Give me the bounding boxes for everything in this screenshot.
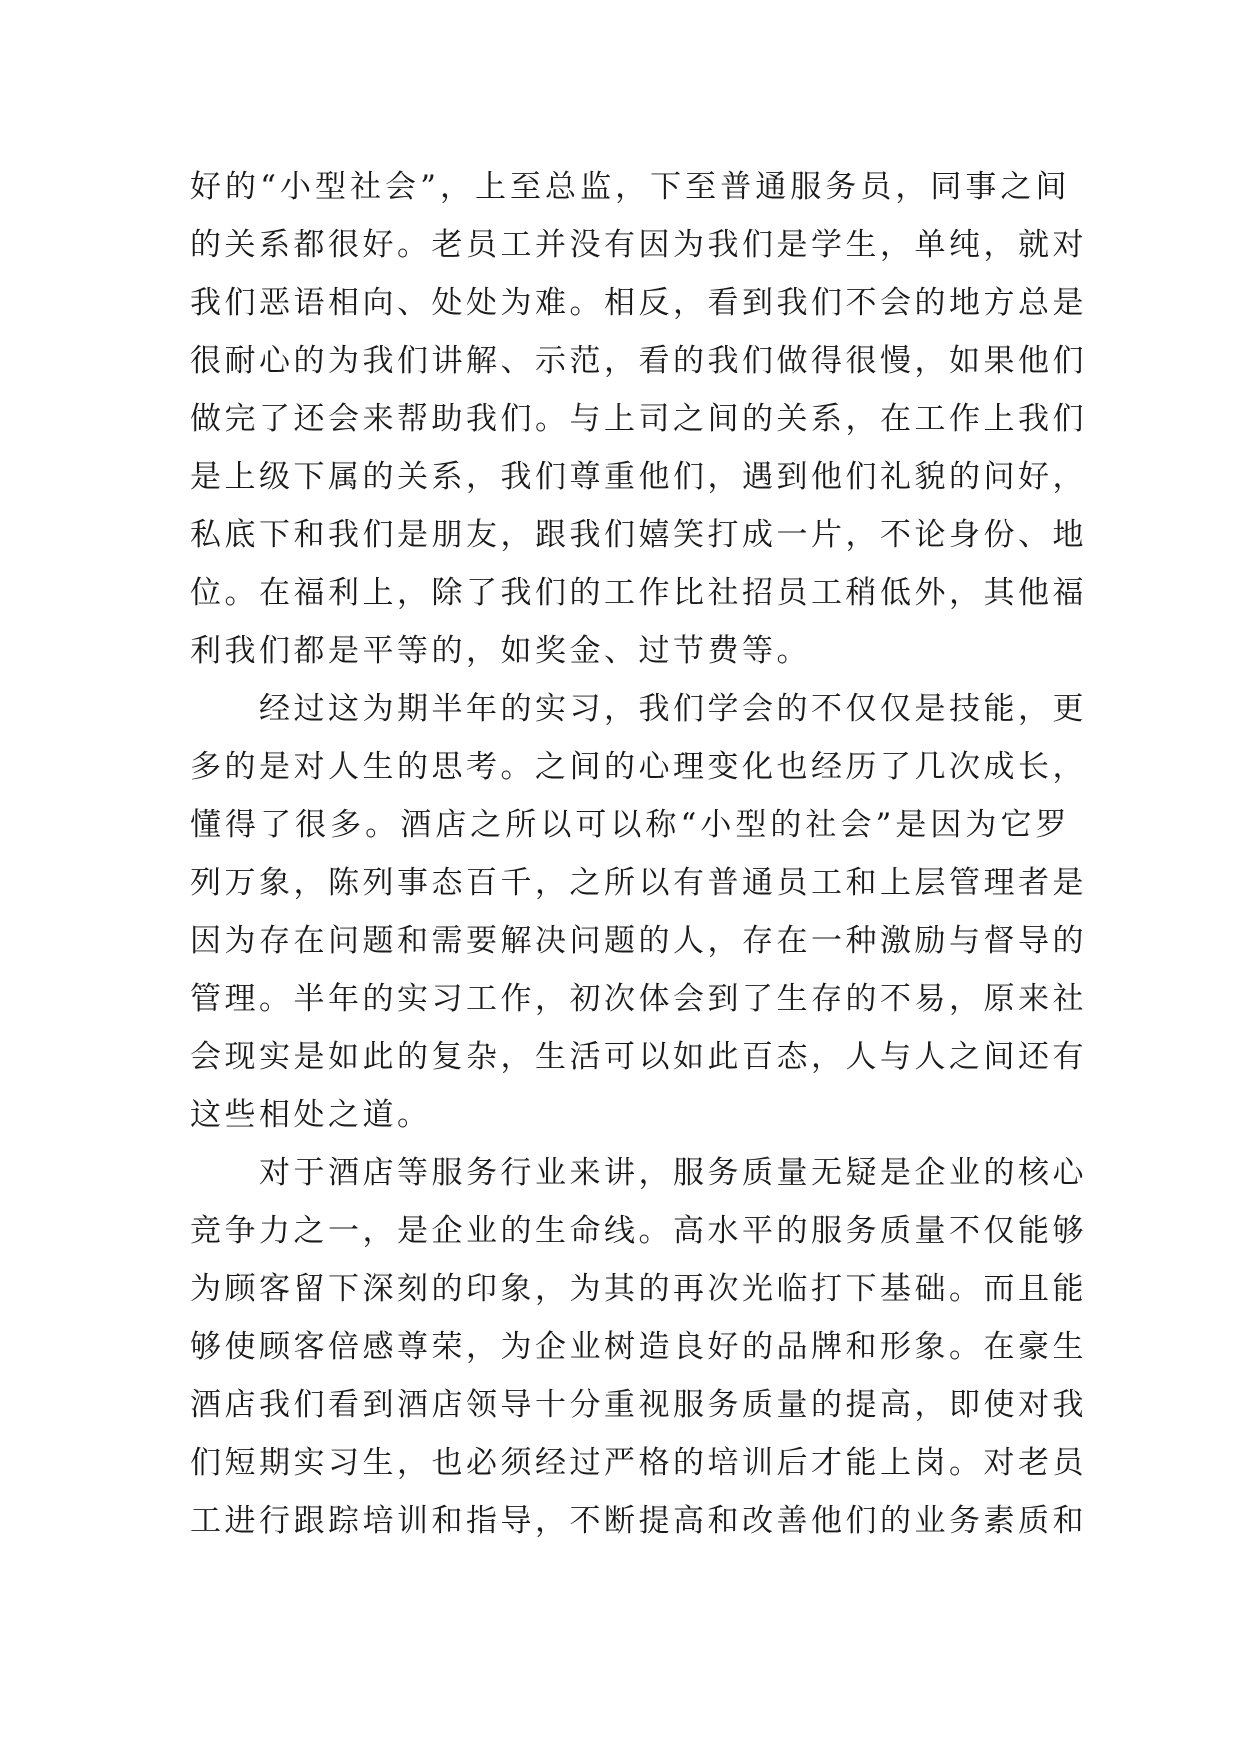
text-line: 懂得了很多。酒店之所以可以称“小型的社会”是因为它罗 — [190, 807, 1070, 843]
paragraph — [190, 1144, 1087, 1550]
text-line: 因为存在问题和需要解决问题的人，存在一种激励与督导的 — [190, 923, 1087, 959]
paragraph — [190, 680, 1087, 1144]
text-line: 很耐心的为我们讲解、示范，看的我们做得很慢，如果他们 — [190, 343, 1087, 379]
body-text — [190, 158, 1087, 1550]
text-line: 私底下和我们是朋友，跟我们嬉笑打成一片，不论身份、地 — [190, 517, 1087, 553]
text-line: 工进行跟踪培训和指导，不断提高和改善他们的业务素质和 — [190, 1503, 1087, 1539]
text-line: 好的“小型社会”，上至总监，下至普通服务员，同事之间 — [190, 169, 1070, 205]
text-line: 酒店我们看到酒店领导十分重视服务质量的提高，即使对我 — [190, 1387, 1087, 1423]
text-line: 会现实是如此的复杂，生活可以如此百态，人与人之间还有 — [190, 1039, 1087, 1075]
text-line: 做完了还会来帮助我们。与上司之间的关系，在工作上我们 — [190, 401, 1087, 437]
text-line: 多的是对人生的思考。之间的心理变化也经历了几次成长， — [190, 749, 1087, 785]
text-line: 够使顾客倍感尊荣，为企业树造良好的品牌和形象。在豪生 — [190, 1329, 1087, 1365]
text-line: 的关系都很好。老员工并没有因为我们是学生，单纯，就对 — [190, 227, 1087, 263]
text-line: 是上级下属的关系，我们尊重他们，遇到他们礼貌的问好， — [190, 459, 1087, 495]
text-line: 们短期实习生，也必须经过严格的培训后才能上岗。对老员 — [190, 1445, 1087, 1481]
text-line: 竞争力之一，是企业的生命线。高水平的服务质量不仅能够 — [190, 1213, 1087, 1249]
text-line: 管理。半年的实习工作，初次体会到了生存的不易，原来社 — [190, 981, 1087, 1017]
text-line: 我们恶语相向、处处为难。相反，看到我们不会的地方总是 — [190, 285, 1087, 321]
text-line: 这些相处之道。 — [190, 1097, 432, 1133]
text-line: 对于酒店等服务行业来讲，服务质量无疑是企业的核心 — [259, 1155, 1087, 1191]
text-line: 利我们都是平等的，如奖金、过节费等。 — [190, 633, 811, 669]
text-line: 为顾客留下深刻的印象，为其的再次光临打下基础。而且能 — [190, 1271, 1087, 1307]
text-line: 位。在福利上，除了我们的工作比社招员工稍低外，其他福 — [190, 575, 1087, 611]
text-line: 列万象，陈列事态百千，之所以有普通员工和上层管理者是 — [190, 865, 1087, 901]
paragraph — [190, 158, 1087, 680]
text-line: 经过这为期半年的实习，我们学会的不仅仅是技能，更 — [259, 691, 1087, 727]
